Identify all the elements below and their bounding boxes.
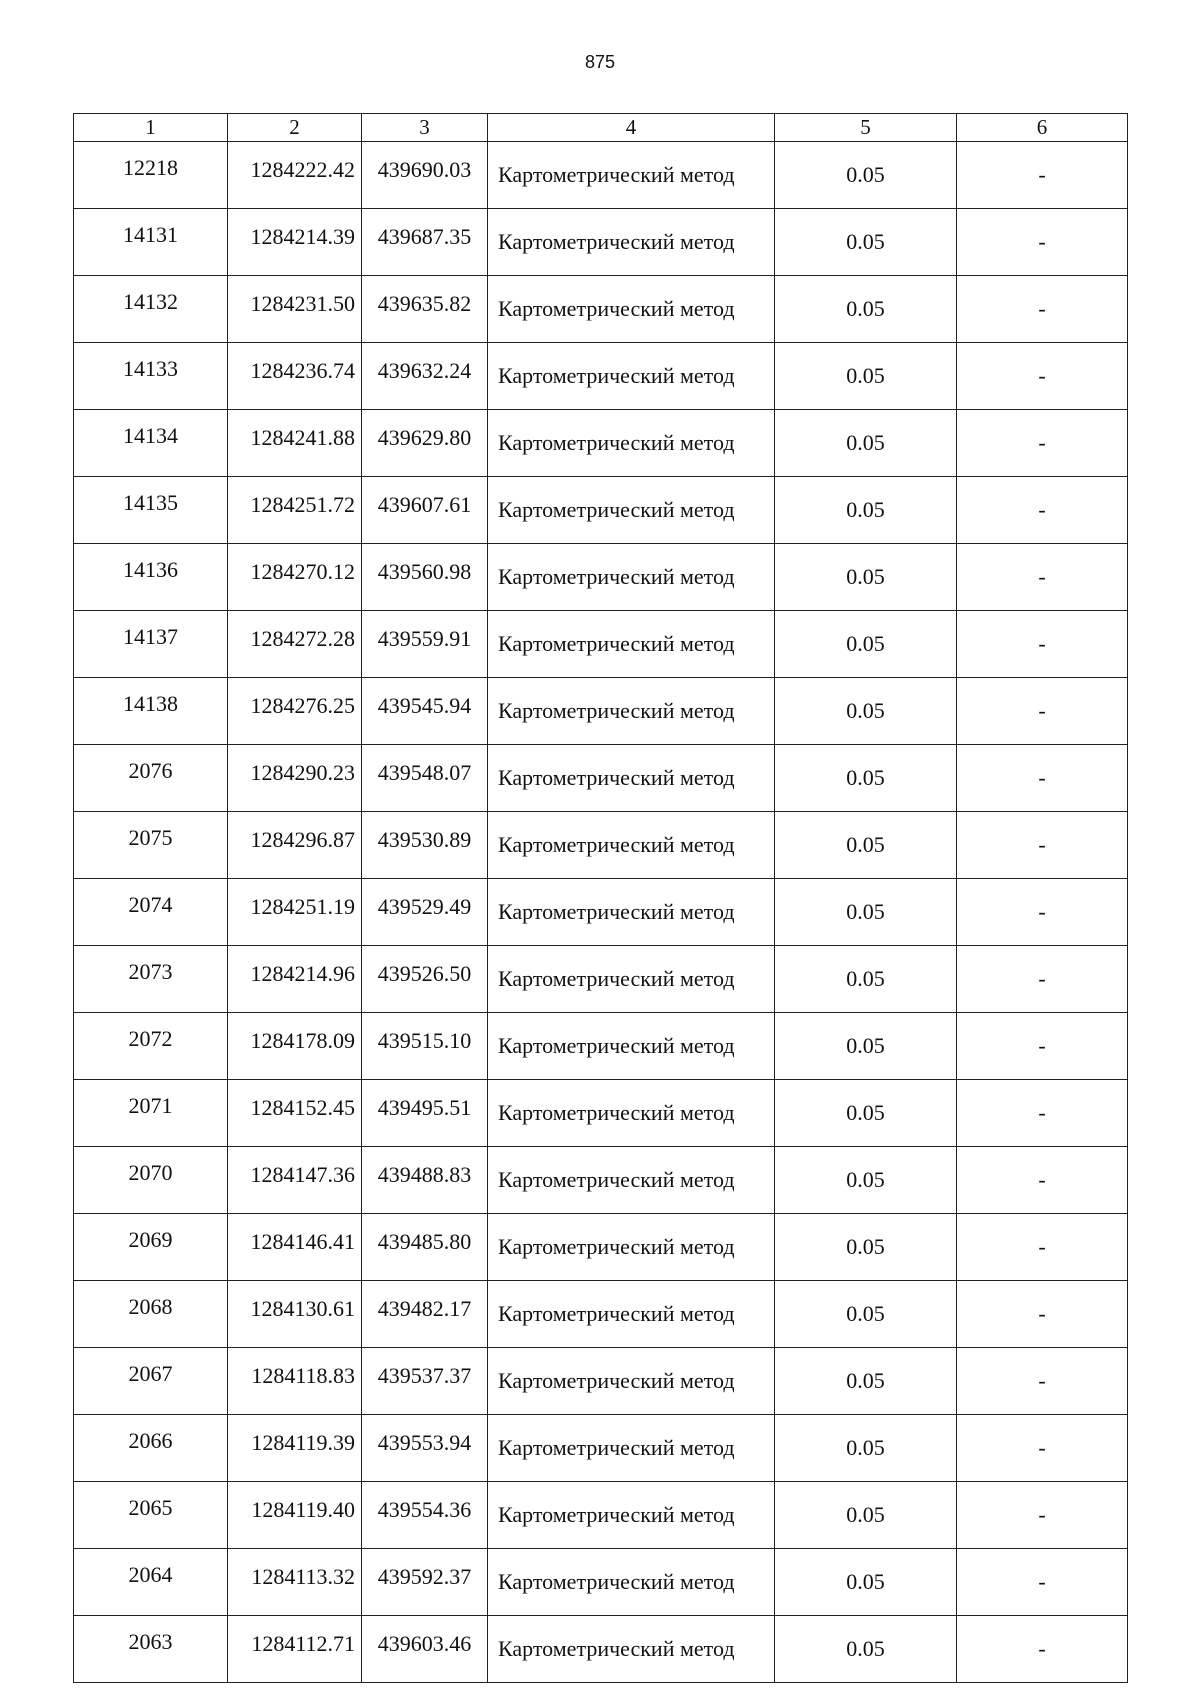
table-row xyxy=(74,1080,1128,1147)
table-row xyxy=(74,1214,1128,1281)
point-number-cell: 14135 xyxy=(74,477,228,544)
x-coordinate-cell: 1284214.96 xyxy=(228,946,362,1013)
description-cell: - xyxy=(957,1214,1128,1281)
description-cell: - xyxy=(957,1147,1128,1214)
accuracy-cell: 0.05 xyxy=(775,142,957,209)
point-number-cell: 14133 xyxy=(74,343,228,410)
y-coordinate-cell: 439635.82 xyxy=(362,276,488,343)
method-cell: Картометрический метод xyxy=(488,209,775,276)
accuracy-cell: 0.05 xyxy=(775,812,957,879)
point-number-cell: 2076 xyxy=(74,745,228,812)
table-row xyxy=(74,611,1128,678)
accuracy-cell: 0.05 xyxy=(775,1214,957,1281)
y-coordinate-cell: 439687.35 xyxy=(362,209,488,276)
point-number-cell: 2073 xyxy=(74,946,228,1013)
table-row xyxy=(74,1281,1128,1348)
table-header-row xyxy=(74,114,1128,142)
point-number-cell: 2065 xyxy=(74,1482,228,1549)
description-cell: - xyxy=(957,276,1128,343)
point-number-cell: 14132 xyxy=(74,276,228,343)
accuracy-cell: 0.05 xyxy=(775,678,957,745)
x-coordinate-cell: 1284214.39 xyxy=(228,209,362,276)
table-row xyxy=(74,209,1128,276)
accuracy-cell: 0.05 xyxy=(775,611,957,678)
method-cell: Картометрический метод xyxy=(488,678,775,745)
method-cell: Картометрический метод xyxy=(488,879,775,946)
point-number-cell: 14137 xyxy=(74,611,228,678)
y-coordinate-cell: 439482.17 xyxy=(362,1281,488,1348)
x-coordinate-cell: 1284276.25 xyxy=(228,678,362,745)
table-row xyxy=(74,544,1128,611)
table-row xyxy=(74,1147,1128,1214)
table-row xyxy=(74,1348,1128,1415)
x-coordinate-cell: 1284236.74 xyxy=(228,343,362,410)
x-coordinate-cell: 1284251.72 xyxy=(228,477,362,544)
point-number-cell: 14131 xyxy=(74,209,228,276)
method-cell: Картометрический метод xyxy=(488,946,775,1013)
table-row xyxy=(74,343,1128,410)
coordinates-table xyxy=(73,113,1128,1683)
table-row xyxy=(74,879,1128,946)
table-row xyxy=(74,276,1128,343)
description-cell: - xyxy=(957,678,1128,745)
point-number-cell: 12218 xyxy=(74,142,228,209)
accuracy-cell: 0.05 xyxy=(775,1549,957,1616)
method-cell: Картометрический метод xyxy=(488,276,775,343)
y-coordinate-cell: 439485.80 xyxy=(362,1214,488,1281)
accuracy-cell: 0.05 xyxy=(775,276,957,343)
description-cell: - xyxy=(957,1348,1128,1415)
accuracy-cell: 0.05 xyxy=(775,946,957,1013)
y-coordinate-cell: 439526.50 xyxy=(362,946,488,1013)
table-row xyxy=(74,946,1128,1013)
point-number-cell: 2068 xyxy=(74,1281,228,1348)
point-number-cell: 2067 xyxy=(74,1348,228,1415)
description-cell: - xyxy=(957,1616,1128,1683)
method-cell: Картометрический метод xyxy=(488,343,775,410)
point-number-cell: 2064 xyxy=(74,1549,228,1616)
point-number-cell: 14136 xyxy=(74,544,228,611)
description-cell: - xyxy=(957,343,1128,410)
table-row xyxy=(74,1549,1128,1616)
x-coordinate-cell: 1284178.09 xyxy=(228,1013,362,1080)
table-row xyxy=(74,142,1128,209)
accuracy-cell: 0.05 xyxy=(775,879,957,946)
y-coordinate-cell: 439603.46 xyxy=(362,1616,488,1683)
point-number-cell: 14138 xyxy=(74,678,228,745)
y-coordinate-cell: 439629.80 xyxy=(362,410,488,477)
method-cell: Картометрический метод xyxy=(488,1482,775,1549)
description-cell: - xyxy=(957,812,1128,879)
column-header-5: 5 xyxy=(775,114,957,142)
table-row xyxy=(74,745,1128,812)
accuracy-cell: 0.05 xyxy=(775,477,957,544)
y-coordinate-cell: 439548.07 xyxy=(362,745,488,812)
description-cell: - xyxy=(957,1482,1128,1549)
description-cell: - xyxy=(957,1013,1128,1080)
y-coordinate-cell: 439488.83 xyxy=(362,1147,488,1214)
table-row xyxy=(74,1616,1128,1683)
description-cell: - xyxy=(957,611,1128,678)
accuracy-cell: 0.05 xyxy=(775,1415,957,1482)
x-coordinate-cell: 1284290.23 xyxy=(228,745,362,812)
y-coordinate-cell: 439592.37 xyxy=(362,1549,488,1616)
method-cell: Картометрический метод xyxy=(488,1147,775,1214)
description-cell: - xyxy=(957,879,1128,946)
method-cell: Картометрический метод xyxy=(488,611,775,678)
method-cell: Картометрический метод xyxy=(488,1214,775,1281)
y-coordinate-cell: 439559.91 xyxy=(362,611,488,678)
accuracy-cell: 0.05 xyxy=(775,1080,957,1147)
accuracy-cell: 0.05 xyxy=(775,1482,957,1549)
method-cell: Картометрический метод xyxy=(488,544,775,611)
description-cell: - xyxy=(957,1415,1128,1482)
table-row xyxy=(74,1482,1128,1549)
description-cell: - xyxy=(957,209,1128,276)
accuracy-cell: 0.05 xyxy=(775,410,957,477)
method-cell: Картометрический метод xyxy=(488,477,775,544)
method-cell: Картометрический метод xyxy=(488,1616,775,1683)
column-header-2: 2 xyxy=(228,114,362,142)
table-row xyxy=(74,1415,1128,1482)
x-coordinate-cell: 1284251.19 xyxy=(228,879,362,946)
method-cell: Картометрический метод xyxy=(488,1348,775,1415)
y-coordinate-cell: 439632.24 xyxy=(362,343,488,410)
column-header-6: 6 xyxy=(957,114,1128,142)
x-coordinate-cell: 1284119.39 xyxy=(228,1415,362,1482)
method-cell: Картометрический метод xyxy=(488,410,775,477)
description-cell: - xyxy=(957,410,1128,477)
x-coordinate-cell: 1284272.28 xyxy=(228,611,362,678)
column-header-3: 3 xyxy=(362,114,488,142)
y-coordinate-cell: 439690.03 xyxy=(362,142,488,209)
y-coordinate-cell: 439553.94 xyxy=(362,1415,488,1482)
y-coordinate-cell: 439530.89 xyxy=(362,812,488,879)
x-coordinate-cell: 1284146.41 xyxy=(228,1214,362,1281)
method-cell: Картометрический метод xyxy=(488,1281,775,1348)
method-cell: Картометрический метод xyxy=(488,745,775,812)
y-coordinate-cell: 439607.61 xyxy=(362,477,488,544)
description-cell: - xyxy=(957,946,1128,1013)
x-coordinate-cell: 1284152.45 xyxy=(228,1080,362,1147)
page-number: 875 xyxy=(584,52,616,72)
y-coordinate-cell: 439515.10 xyxy=(362,1013,488,1080)
method-cell: Картометрический метод xyxy=(488,812,775,879)
accuracy-cell: 0.05 xyxy=(775,1281,957,1348)
method-cell: Картометрический метод xyxy=(488,142,775,209)
method-cell: Картометрический метод xyxy=(488,1415,775,1482)
method-cell: Картометрический метод xyxy=(488,1013,775,1080)
point-number-cell: 2072 xyxy=(74,1013,228,1080)
accuracy-cell: 0.05 xyxy=(775,1616,957,1683)
description-cell: - xyxy=(957,477,1128,544)
method-cell: Картометрический метод xyxy=(488,1080,775,1147)
x-coordinate-cell: 1284231.50 xyxy=(228,276,362,343)
point-number-cell: 14134 xyxy=(74,410,228,477)
y-coordinate-cell: 439554.36 xyxy=(362,1482,488,1549)
description-cell: - xyxy=(957,1281,1128,1348)
x-coordinate-cell: 1284270.12 xyxy=(228,544,362,611)
method-cell: Картометрический метод xyxy=(488,1549,775,1616)
y-coordinate-cell: 439545.94 xyxy=(362,678,488,745)
point-number-cell: 2070 xyxy=(74,1147,228,1214)
accuracy-cell: 0.05 xyxy=(775,1348,957,1415)
x-coordinate-cell: 1284118.83 xyxy=(228,1348,362,1415)
x-coordinate-cell: 1284147.36 xyxy=(228,1147,362,1214)
table-row xyxy=(74,410,1128,477)
x-coordinate-cell: 1284113.32 xyxy=(228,1549,362,1616)
table-body xyxy=(74,142,1128,1683)
column-header-1: 1 xyxy=(74,114,228,142)
y-coordinate-cell: 439495.51 xyxy=(362,1080,488,1147)
x-coordinate-cell: 1284222.42 xyxy=(228,142,362,209)
accuracy-cell: 0.05 xyxy=(775,745,957,812)
x-coordinate-cell: 1284112.71 xyxy=(228,1616,362,1683)
accuracy-cell: 0.05 xyxy=(775,209,957,276)
column-header-4: 4 xyxy=(488,114,775,142)
point-number-cell: 2075 xyxy=(74,812,228,879)
point-number-cell: 2074 xyxy=(74,879,228,946)
x-coordinate-cell: 1284241.88 xyxy=(228,410,362,477)
x-coordinate-cell: 1284119.40 xyxy=(228,1482,362,1549)
table-row xyxy=(74,812,1128,879)
point-number-cell: 2071 xyxy=(74,1080,228,1147)
table-row xyxy=(74,678,1128,745)
description-cell: - xyxy=(957,142,1128,209)
x-coordinate-cell: 1284296.87 xyxy=(228,812,362,879)
y-coordinate-cell: 439537.37 xyxy=(362,1348,488,1415)
accuracy-cell: 0.05 xyxy=(775,544,957,611)
table-row xyxy=(74,1013,1128,1080)
accuracy-cell: 0.05 xyxy=(775,343,957,410)
accuracy-cell: 0.05 xyxy=(775,1013,957,1080)
description-cell: - xyxy=(957,745,1128,812)
y-coordinate-cell: 439529.49 xyxy=(362,879,488,946)
x-coordinate-cell: 1284130.61 xyxy=(228,1281,362,1348)
point-number-cell: 2063 xyxy=(74,1616,228,1683)
description-cell: - xyxy=(957,1080,1128,1147)
accuracy-cell: 0.05 xyxy=(775,1147,957,1214)
description-cell: - xyxy=(957,1549,1128,1616)
point-number-cell: 2069 xyxy=(74,1214,228,1281)
y-coordinate-cell: 439560.98 xyxy=(362,544,488,611)
point-number-cell: 2066 xyxy=(74,1415,228,1482)
table-row xyxy=(74,477,1128,544)
description-cell: - xyxy=(957,544,1128,611)
